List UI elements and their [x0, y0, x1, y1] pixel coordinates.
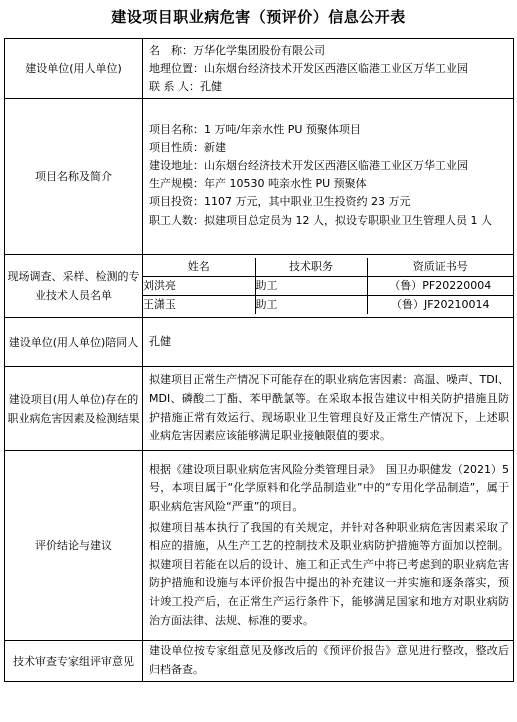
page-title: 建设项目职业病危害（预评价）信息公开表	[111, 8, 406, 26]
info-table	[4, 38, 514, 682]
conclusion-text-2: 拟建项目基本执行了我国的有关规定，并针对各种职业病危害因素采取了相应的措施，从生产工艺的控制技术及职业病防护措施等方面加以控制。拟建项目若能在以后的设计、施工和正式生产中将已考虑到的职业病危害防护措施和设施与本评价报告中提出的补充建议一并实施和逐条落实，预计竣工投产后，在正常生产运行条件下，能够满足国家和地方对职业病防治方面法律、法规、标准的要求。	[149, 520, 509, 627]
unit-name: 名 称：万华化学集团股份有限公司	[149, 43, 325, 57]
conclusion-label: 评价结论与建议	[5, 451, 143, 641]
unit-content	[143, 39, 514, 99]
staff-title: 助工	[255, 277, 367, 296]
table-row	[143, 296, 513, 315]
unit-contact: 联 系 人：孔健	[149, 79, 222, 93]
staff-name: 王潇玉	[143, 296, 255, 315]
staff-cert: （鲁）PF20220004	[367, 277, 513, 296]
project-row	[5, 99, 514, 255]
staff-header-title: 技术职务	[255, 258, 367, 277]
companion-label: 建设单位(用人单位)陪同人	[5, 318, 143, 367]
companion-content	[143, 318, 514, 367]
project-name: 项目名称：1 万吨/年亲水性 PU 预聚体项目	[149, 123, 361, 137]
staff-cert: （鲁）JF20210014	[390, 298, 490, 311]
project-investment: 项目投资：1107 万元，其中职业卫生投资约 23 万元	[149, 195, 411, 209]
review-label: 技术审查专家组评审意见	[5, 641, 143, 682]
conclusion-row	[5, 451, 514, 641]
staff-header-row	[143, 258, 513, 277]
project-staff-count: 职工人数：拟建项目总定员为 12 人，拟设专职职业卫生管理人员 1 人	[149, 214, 492, 228]
project-nature: 项目性质：新建	[149, 141, 226, 155]
companion-row	[5, 318, 514, 367]
unit-address: 地理位置：山东烟台经济技术开发区西港区临港工业区万华工业园	[149, 61, 468, 75]
project-address: 建设地址：山东烟台经济技术开发区西港区临港工业区万华工业园	[149, 159, 468, 173]
companion-value: 孔健	[149, 335, 171, 348]
project-content	[143, 99, 514, 255]
unit-row	[5, 39, 514, 99]
conclusion-content	[143, 451, 514, 641]
unit-label: 建设单位(用人单位)	[5, 39, 143, 99]
conclusion-text-1: 根据《建设项目职业病危害风险分类管理目录》 国卫办职健发（2021）5 号，本项目属于“化学原料和化学品制造业”中的“专用化学品制造”，属于职业病危害风险“严重”的项目。	[149, 462, 509, 514]
staff-content	[143, 255, 514, 318]
project-scale: 生产规模：年产 10530 吨亲水性 PU 预聚体	[149, 177, 367, 191]
table-row	[143, 277, 513, 296]
staff-table	[143, 258, 513, 314]
hazards-label: 建设项目(用人单位)存在的职业病危害因素及检测结果	[5, 367, 143, 451]
staff-title: 助工	[255, 296, 367, 315]
review-row	[5, 641, 514, 682]
staff-name: 刘洪亮	[143, 277, 255, 296]
staff-row	[5, 255, 514, 318]
hazards-row	[5, 367, 514, 451]
staff-label: 现场调查、采样、检测的专业技术人员名单	[5, 255, 143, 318]
hazards-content	[143, 367, 514, 451]
staff-header-name: 姓名	[143, 258, 255, 277]
staff-header-cert: 资质证书号	[367, 258, 513, 277]
review-content	[143, 641, 514, 682]
review-text: 建设单位按专家组意见及修改后的《预评价报告》意见进行整改，整改后归档备查。	[149, 644, 509, 676]
project-label: 项目名称及简介	[5, 99, 143, 255]
hazards-text: 拟建项目正常生产情况下可能存在的职业病危害因素：高温、噪声、TDI、MDI、磷酸二丁酯、苯甲酰氯等。在采取本报告建议中相关防护措施且防护措施正常有效运行、现场职业卫生管理良好及正常生产情况下，上述职业病危害因素应该能够满足职业接触限值的要求。	[149, 373, 509, 443]
